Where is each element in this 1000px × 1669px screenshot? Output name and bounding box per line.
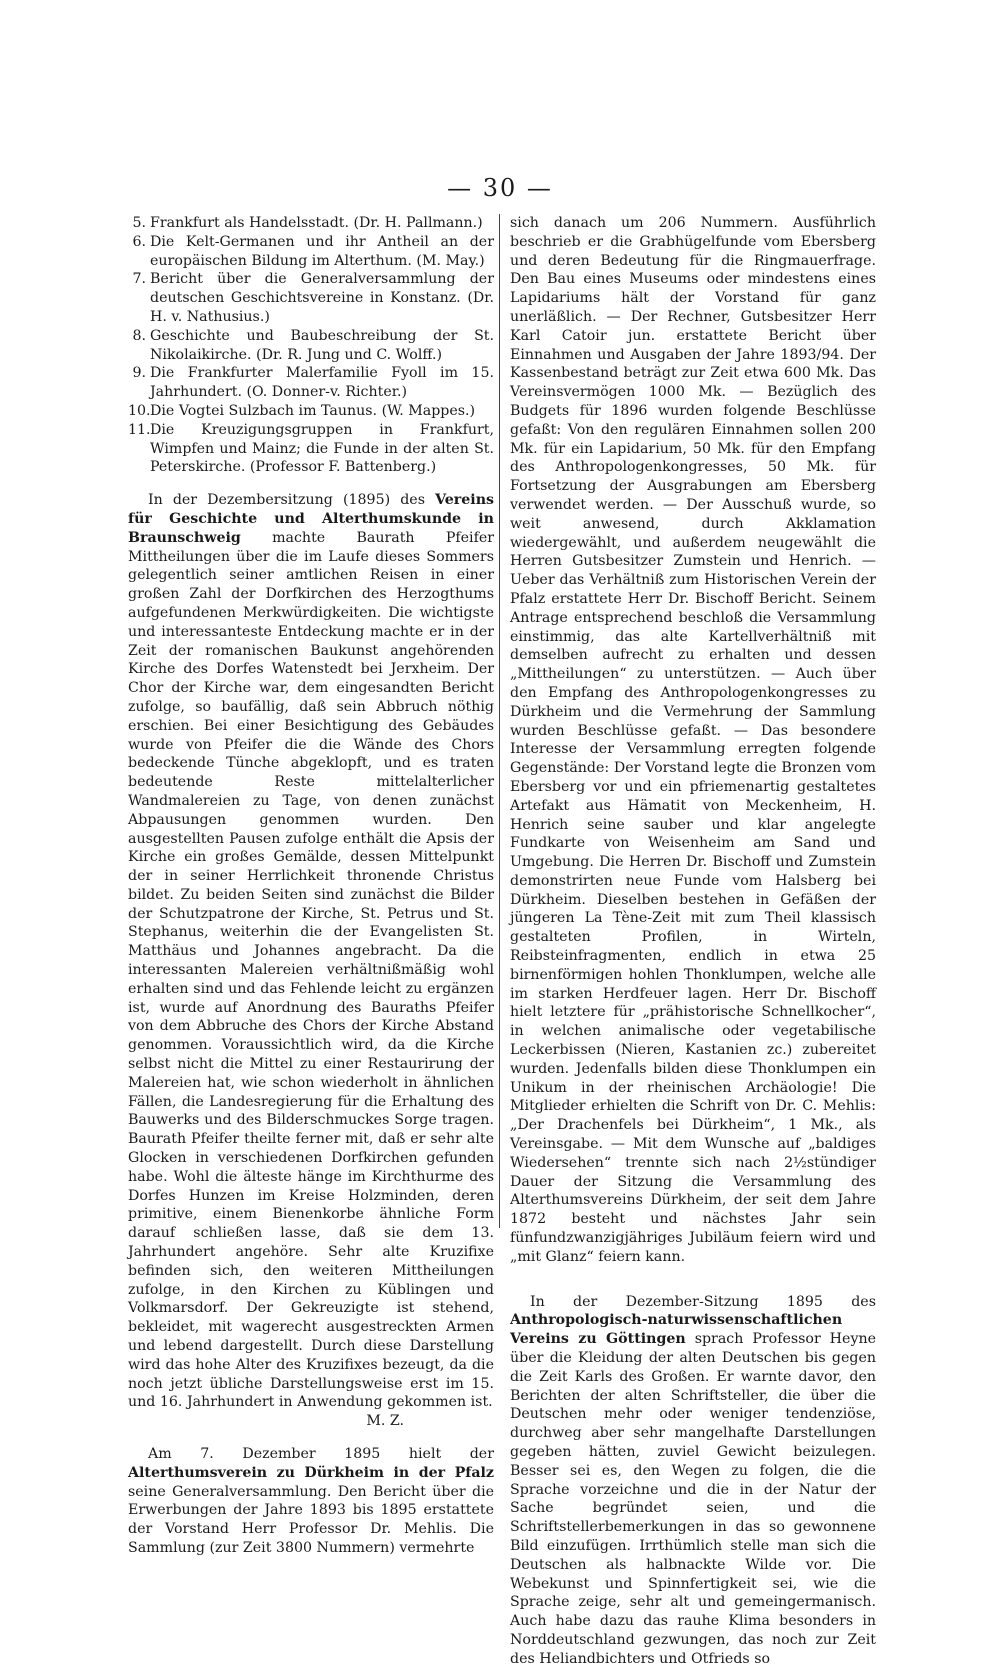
toc-num: 6. [132,233,146,250]
toc-item [128,327,494,365]
toc-num: 8. [132,327,146,344]
goettingen-body: sprach Professor Heyne über die Kleidung der alten Deutschen bis gegen die Zeit Karls des Großen. Er warnte davor, den Berichten der alten Schriftsteller, die über die Deutschen mehr oder weniger tendenziöse, durchweg aber sehr mangelhafte Darstellungen gegeben hätten, zuviel Gewicht beizulegen. Besser sei es, den Wegen zu folgen, die die Sprache vorzeichne und die in der Natur der Sache begründet seien, und die Schriftstellerbemerkungen in das so gewonnene Bild einzufügen. Irrthümlich stelle man sich die Deutschen als halbnackte Wilde vor. Die Webekunst und Spinnfertigkeit sei, wie die Sprache zeige, sehr alt und gemeingermanisch. Auch habe dazu das rauhe Klima besonders in Norddeutschland gezwungen, das noch zur Zeit des Heliandbichters und Otfrieds so [510,1331,877,1667]
goettingen-report [510,1293,876,1669]
left-column [128,214,494,1558]
toc-item [128,364,494,402]
braunschweig-signature: M. Z. [366,1413,404,1430]
toc-text: Geschichte und Baubeschreibung der St. Nikolaikirche. (Dr. R. Jung und C. Wolff.) [150,327,494,363]
braunschweig-lead: In der Dezembersitzung (1895) des [148,492,425,509]
duerkheim-society: Alterthumsverein zu Dürkheim in der Pfalz [128,1464,494,1481]
braunschweig-report [128,491,494,1412]
duerkheim-lead: Am 7. Dezember 1895 hielt der [148,1446,494,1462]
toc-item [128,233,494,271]
page-number: — 30 — [447,174,553,202]
duerkheim-report-cont: sich danach um 206 Nummern. Ausführlich beschrieb er die Grabhügelfunde vom Ebersberg und deren Bedeutung für die Ringmauerfrage. Den Bau eines Museums oder mindestens eines Lapidariums hält der Vorstand für ganz unerläßlich. — Der Rechner, Gutsbesitzer Herr Karl Catoir jun. erstattete Bericht über Einnahmen und Ausgaben der Jahre 1893/94. Der Kassenbestand beträgt zur Zeit etwa 600 Mk. Das Vereinsvermögen 1000 Mk. — Bezüglich des Budgets für 1896 wurden folgende Beschlüsse gefaßt: Von den regulären Einnahmen sollen 200 Mk. für ein Lapidarium, 50 Mk. für den Empfang des Anthropologenkongresses, 50 Mk. für Fortsetzung der Ausgrabungen am Ebersberg verwendet werden. — Der Ausschuß wurde, so weit anwesend, durch Akklamation wiedergewählt, und außerdem neugewählt die Herren Gutsbesitzer Zumstein und Henrich. — Ueber das Verhältniß zum Historischen Verein der Pfalz erstattete Herr Dr. Bischoff Bericht. Seinem Antrage entsprechend beschloß die Versammlung einstimmig, das alte Kartellverhältniß mit demselben aufrecht zu erhalten und dessen „Mittheilungen“ zu unterstützen. — Auch über den Empfang des Anthropologenkongresses zu Dürkheim und die Vermehrung der Sammlung wurden Beschlüsse gefaßt. — Das besondere Interesse der Versammlung erregten folgende Gegenstände: Der Vorstand legte die Bronzen vom Ebersberg vor und ein pfriemenartig gestaltetes Artefakt aus Hämatit von Meckenheim, H. Henrich seine sauber und klar angelegte Fundkarte von Weisenheim am Sand und Umgebung. Die Herren Dr. Bischoff und Zumstein demonstrirten neue Funde vom Halsberg bei Dürkheim. Dieselben bestehen in Gefäßen der jüngeren La Tène-Zeit mit zum Theil klassisch gestalteten Profilen, in Wirteln, Reibsteinfragmenten, endlich in etwa 25 birnenförmigen hohlen Thonklumpen, welche alle im starken Herdfeuer lagen. Herr Dr. Bischoff hielt letztere für „prähistorische Schnellkocher“, in welchen animalische oder vegetabilische Leckerbissen (Nieren, Kastanien zc.) zubereitet wurden. Jedenfalls bilden diese Thonklumpen ein Unikum in der rheinischen Archäologie! Die Mitglieder erhielten die Schrift von Dr. C. Mehlis: „Der Drachenfels bei Dürkheim“, 1 Mk., als Vereinsgabe. — Mit dem Wunsche auf „baldiges Wiedersehen“ trennte sich nach 2½stündiger Dauer der Sitzung die Versammlung des Alterthumsvereins Dürkheim, der seit dem Jahre 1872 besteht und nächstes Jahr sein fünfundzwanzigjähriges Jubiläum feiern wird und „mit Glanz“ feiern kann. [510,215,876,1265]
braunschweig-body: machte Baurath Pfeifer Mittheilungen über die im Laufe dieses Sommers gelegentlich seiner amtlichen Reisen in einer großen Zahl der Dorfkirchen des Herzogthums aufgefundenen Merkwürdigkeiten. Die wichtigste und interessanteste Entdeckung machte er in der Zeit der romanischen Baukunst angehörenden Kirche des Dorfes Watenstedt bei Jerxheim. Der Chor der Kirche war, dem eingesandten Bericht zufolge, so baufällig, daß sein Abbruch nöthig erschien. Bei einer Besichtigung des Gebäudes wurde von Pfeifer die die Wände des Chors bedeckende Tünche abgeklopft, und es traten bedeutende Reste mittelalterlicher Wandmalereien zu Tage, von denen zunächst Abpausungen genommen wurden. Den ausgestellten Pausen zufolge enthält die Apsis der Kirche ein großes Gemälde, dessen Mittelpunkt der in seiner Herrlichkeit thronende Christus bildet. Zu beiden Seiten sind zunächst die Bilder der Schutzpatrone der Kirche, St. Petrus und St. Stephanus, weiterhin die der Evangelisten St. Matthäus und Johannes angebracht. Da die interessanten Malereien verhältnißmäßig wohl erhalten sind und das Fehlende leicht zu ergänzen ist, wurde auf Anordnung des Bauraths Pfeifer von dem Abbruche des Chors der Kirche Abstand genommen. Voraussichtlich wird, da die Kirche selbst nicht die Mittel zu einer Restaurirung der Malereien hat, wie schon wiederholt in ähnlichen Fällen, die Landesregierung für die Erhaltung des Bauwerks und des Bilderschmuckes Sorge tragen. Baurath Pfeifer theilte ferner mit, daß er sehr alte Glocken in verschiedenen Dorfkirchen gefunden habe. Wohl die älteste hänge im Kirchthurme des Dorfes Hunzen im Kreise Holzminden, deren primitive, einem Bienenkorbe ähnliche Form darauf schließen lasse, daß sie dem 13. Jahrhundert angehöre. Sehr alte Kruzifixe befinden sich, den weiteren Mittheilungen zufolge, in den Kirchen zu Küblingen und Volkmarsdorf. Der Gekreuzigte ist stehend, bekleidet, mit wagerecht ausgestreckten Armen und lebend dargestellt. Durch diese Darstellung wird das hohe Alter des Kruzifixes bezeugt, da die noch jetzt übliche Darstellungsweise erst im 15. und 16. Jahrhundert in Anwendung gekommen ist. [128,529,495,1411]
goettingen-society: Anthropologisch-naturwissenschaftlichen Vereins zu Göttingen [510,1312,843,1348]
column-divider [499,214,500,1228]
toc-text: Die Kelt-Germanen und ihr Antheil an der europäischen Bildung im Alterthum. (M. May.) [150,233,494,269]
toc-item [128,270,494,326]
duerkheim-report-start [128,1445,494,1558]
toc-text: Frankfurt als Handelsstadt. (Dr. H. Pallmann.) [150,215,483,231]
toc-num: 5. [132,215,146,231]
toc-num: 9. [132,365,146,382]
toc-text: Die Frankfurter Malerfamilie Fyoll im 15. Jahrhundert. (O. Donner-v. Richter.) [150,365,494,401]
braunschweig-society: Vereins für Geschichte und Alterthumskunde in Braunschweig [128,492,495,546]
toc-item [128,421,494,477]
toc-num: 10. [128,402,151,419]
toc-item [128,214,494,233]
duerkheim-body-left: seine Generalversammlung. Den Bericht über die Erwerbungen der Jahre 1893 bis 1895 erstattete der Vorstand Herr Professor Dr. Mehlis. Die Sammlung (zur Zeit 3800 Nummern) vermehrte [128,1483,494,1556]
toc-text: Bericht über die Generalversammlung der deutschen Geschichtsvereine in Konstanz. (Dr. H. v. Nathusius.) [150,271,494,325]
toc-text: Die Vogtei Sulzbach im Taunus. (W. Mappes.) [150,402,476,419]
right-column [510,214,876,1669]
toc-num: 11. [128,421,151,438]
toc-num: 7. [132,271,146,288]
goettingen-lead: In der Dezember-Sitzung 1895 des [530,1293,876,1310]
toc-text: Die Kreuzigungsgruppen in Frankfurt, Wimpfen und Mainz; die Funde in der alten St. Peterskirche. (Professor F. Battenberg.) [150,421,494,476]
toc-list [128,214,494,477]
toc-item [128,402,494,421]
